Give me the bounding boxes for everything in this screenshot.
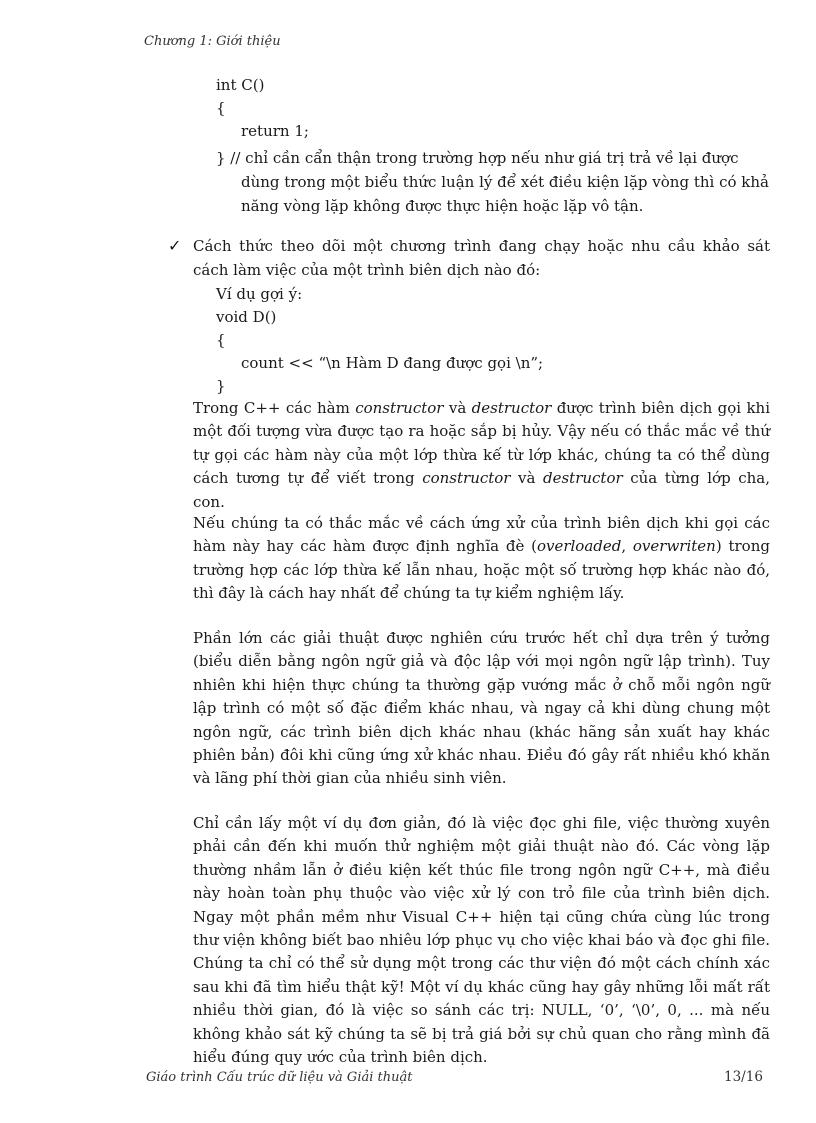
page-number: 13/16 (724, 1069, 763, 1085)
code-line: return 1; (241, 122, 309, 140)
italic-term: destructor (471, 399, 552, 417)
bullet-text: Cách thức theo dõi một chương trình đang chạy hoặc nhu cầu khảo sát cách làm việc của một trình biên dịch nào đó: (193, 237, 770, 279)
code-comment-start: } // chỉ cần cẩn thận trong trường hợp nếu như giá trị trả về lại được (216, 149, 739, 167)
text-run: ) trong trường hợp các lớp thừa kế lẫn nhau, hoặc một số trường hợp khác nào đó, thì đây là cách hay nhất để chúng ta tự kiểm nghiệm lấy. (193, 537, 770, 603)
code-line: int C() (216, 76, 265, 94)
italic-term: overloaded (536, 537, 622, 556)
italic-term: constructor (355, 399, 444, 417)
italic-term: overwriten (632, 537, 716, 556)
code-line: } (216, 377, 226, 395)
paragraph-constructor (193, 397, 770, 514)
code-block-c (216, 74, 309, 143)
code-line: count << “\n Hàm D đang được gọi \n”; (241, 354, 544, 372)
code-line: { (216, 331, 226, 349)
code-line: { (216, 99, 226, 117)
italic-term: destructor (543, 469, 623, 488)
code-line: Ví dụ gợi ý: (216, 285, 303, 303)
code-block-d (216, 283, 543, 398)
paragraph-overload (193, 512, 770, 606)
code-comment-continuation: dùng trong một biểu thức luận lý để xét điều kiện lặp vòng thì có khả năng vòng lặp không được thực hiện hoặc lặp vô tận. (241, 173, 769, 215)
text-run: và (443, 399, 472, 417)
text-run: Trong C++ các hàm (193, 399, 356, 417)
italic-term: constructor (422, 469, 511, 488)
text-run: được trình biên dịch gọi khi một đối tượng vừa được tạo ra hoặc sắp bị hủy. Vậy nếu có thắc mắc về thứ tự gọi các hàm này của một lớp thừa kế từ lớp khác, chúng ta có thể dùng cách tương tự để viết trong (193, 399, 771, 488)
code-line: void D() (216, 308, 277, 326)
page-header-chapter: Chương 1: Giới thiệu (144, 34, 281, 49)
paragraph-algorithms: Phần lớn các giải thuật được nghiên cứu trước hết chỉ dựa trên ý tưởng (biểu diễn bằng ngôn ngữ giả và độc lập với mọi ngôn ngữ lập trình). Tuy nhiên khi hiện thực chúng ta thường gặp vướng mắc ở chỗ mỗi ngôn ngữ lập trình có một số đặc điểm khác nhau, và ngay cả khi dùng chung một ngôn ngữ, các trình biên dịch khác nhau (khác hãng sản xuất hay khác phiên bản) đôi khi cũng ứng xử khác nhau. Điều đó gây rất nhiều khó khăn và lãng phí thời gian của nhiều sinh viên. (193, 629, 770, 788)
text-run: của từng lớp cha, con. (193, 469, 771, 511)
text-run: Nếu chúng ta có thắc mắc về cách ứng xử của trình biên dịch khi gọi các hàm này hay các hàm được định nghĩa đè ( (193, 514, 770, 556)
checkmark-icon: ✓ (168, 236, 182, 255)
paragraph-file-io: Chỉ cần lấy một ví dụ đơn giản, đó là việc đọc ghi file, việc thường xuyên phải cần đến khi muốn thử nghiệm một giải thuật nào đó. Các vòng lặp thường nhầm lẫn ở điều kiện kết thúc file trong ngôn ngữ C++, mà điều này hoàn toàn phụ thuộc vào việc xử lý con trỏ file của trình biên dịch. Ngay một phần mềm như Visual C++ hiện tại cũng chứa cùng lúc trong thư viện không biết bao nhiêu lớp phục vụ cho việc khai báo và đọc ghi file. Chúng ta chỉ có thể sử dụng một trong các thư viện đó một cách chính xác sau khi đã tìm hiểu thật kỹ! Một ví dụ khác cũng hay gây những lỗi mất rất nhiều thời gian, đó là việc so sánh các trị: NULL, ‘0’, ‘\0’, 0, ... mà nếu không khảo sát kỹ chúng ta sẽ bị trả giá bởi sự chủ quan cho rằng mình đã hiểu đúng quy ước của trình biên dịch. (193, 814, 770, 1067)
code-comment (216, 146, 769, 218)
text-run: và (510, 469, 543, 488)
text-run: , (621, 537, 633, 556)
footer-book-title: Giáo trình Cấu trúc dữ liệu và Giải thuật (146, 1070, 413, 1085)
